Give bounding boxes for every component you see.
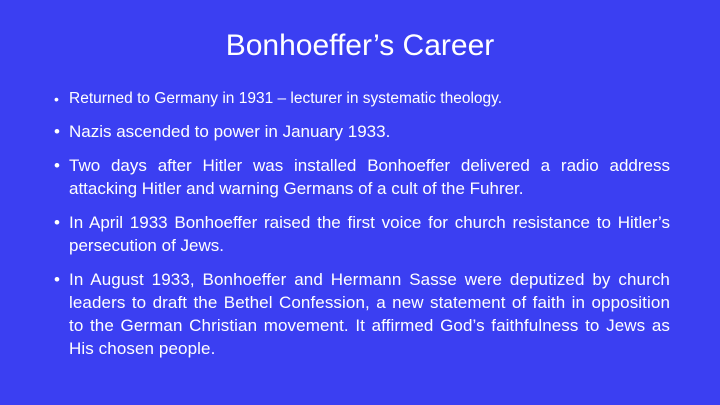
bullet-text: Two days after Hitler was installed Bonhoeffer delivered a radio address attacking Hitler and warning Germans of a cult of the Fuhrer. xyxy=(69,156,670,198)
bullet-text: Returned to Germany in 1931 – lecturer in systematic theology. xyxy=(69,90,503,107)
bullet-dot-icon: • xyxy=(54,270,60,289)
bullet-list xyxy=(54,88,670,360)
slide-title: Bonhoeffer’s Career xyxy=(225,29,495,62)
bullet-item xyxy=(54,154,670,200)
bullet-dot-icon: • xyxy=(54,122,60,141)
bullet-dot-icon: • xyxy=(54,91,59,107)
bullet-dot-icon: • xyxy=(54,213,60,232)
bullet-item xyxy=(54,120,670,144)
bullet-item xyxy=(54,268,670,360)
bullet-item xyxy=(54,88,670,110)
bullet-text: In April 1933 Bonhoeffer raised the first voice for church resistance to Hitler’s persecution of Jews. xyxy=(69,213,670,255)
bullet-item xyxy=(54,211,670,257)
bullet-text: Nazis ascended to power in January 1933. xyxy=(69,122,391,141)
bullet-dot-icon: • xyxy=(54,156,60,175)
bullet-text: In August 1933, Bonhoeffer and Hermann Sasse were deputized by church leaders to draft the Bethel Confession, a new statement of faith in opposition to the German Christian movement. It affirmed God’s faithfulness to Jews as His chosen people. xyxy=(69,270,670,358)
